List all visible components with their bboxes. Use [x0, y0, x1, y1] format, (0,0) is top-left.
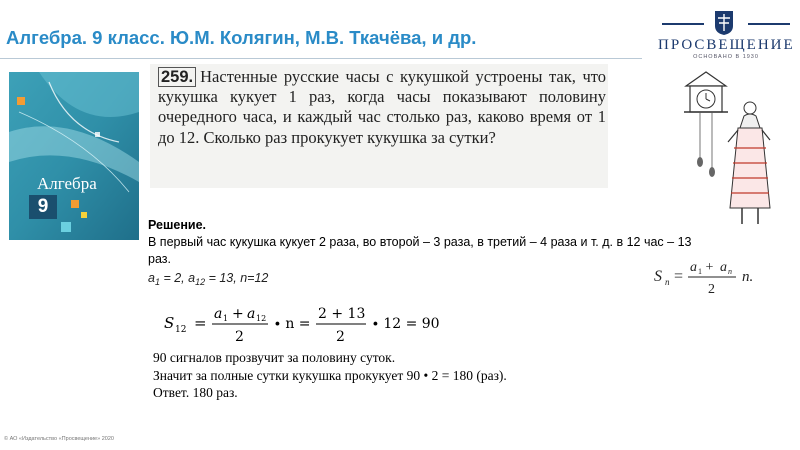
problem-text-block	[158, 67, 606, 148]
page-title: Алгебра. 9 класс. Ю.М. Колягин, М.В. Ткачёва, и др.	[6, 27, 477, 48]
problem-text: Настенные русские часы с кукушкой устроены так, что кукушка кукует 1 раз, когда часы показывают половину очередного часа, и каждый час столько раз, каково время от 1 до 12. Сколько раз прокукует кукушка за сутки?	[158, 67, 606, 147]
svg-text:n: n	[728, 267, 732, 276]
svg-text:=: =	[674, 268, 684, 285]
copyright-note: © АО «Издательство «Просвещение» 2020	[4, 436, 114, 442]
svg-text:+: +	[702, 260, 717, 275]
svg-text:1: 1	[223, 314, 229, 323]
solution-title: Решение.	[148, 218, 207, 232]
book-cover	[9, 72, 139, 240]
publisher-name: ПРОСВЕЩЕНИЕ	[658, 37, 795, 53]
book-grade-badge: 9	[29, 195, 57, 219]
svg-text:S: S	[164, 314, 175, 332]
svg-text:∙ 12 = 90: ∙ 12 = 90	[372, 316, 440, 332]
svg-text:2 + 13: 2 + 13	[318, 306, 366, 322]
solution-text: В первый час кукушка кукует 2 раза, во второй – 3 раза, в третий – 4 раза и т. д. в 12 час – 13 раз.	[148, 235, 692, 266]
given-values: $a_1 = 2$, $a_{12} = 13$, n=12	[148, 271, 269, 287]
answer-block	[153, 349, 507, 402]
answer-line: Ответ. 180 раз.	[153, 385, 238, 400]
cuckoo-clock-illustration	[676, 68, 778, 228]
svg-text:1: 1	[698, 267, 702, 276]
svg-text:n.: n.	[742, 269, 754, 285]
header-divider	[0, 58, 642, 59]
svg-text:∙ n =: ∙ n =	[274, 316, 311, 332]
svg-text:2: 2	[336, 329, 345, 345]
svg-text:a: a	[690, 260, 697, 275]
svg-text:12: 12	[175, 325, 187, 335]
svg-text:a: a	[247, 306, 256, 322]
svg-text:+: +	[232, 306, 244, 322]
svg-text:2: 2	[235, 329, 244, 345]
problem-box	[150, 64, 608, 188]
logo-line-left	[662, 23, 704, 25]
publisher-logo	[658, 8, 794, 60]
svg-text:n: n	[665, 277, 670, 287]
svg-text:a: a	[720, 260, 727, 275]
answer-line: 90 сигналов прозвучит за половину суток.	[153, 350, 396, 365]
publisher-emblem-icon	[714, 10, 734, 36]
svg-text:a: a	[214, 306, 223, 322]
svg-text:12: 12	[256, 314, 267, 323]
answer-line: Значит за полные сутки кукушка прокукует 90 • 2 = 180 (раз).	[153, 367, 507, 383]
book-cover-title: Алгебра	[37, 174, 97, 193]
publisher-since: ОСНОВАНО В 1930	[693, 54, 759, 60]
logo-line-right	[748, 23, 790, 25]
svg-text:=: =	[194, 314, 207, 332]
svg-text:2: 2	[708, 282, 715, 297]
problem-number: 259.	[158, 67, 196, 87]
sum-formula	[652, 255, 780, 297]
main-formula	[160, 300, 460, 348]
svg-text:S: S	[654, 268, 662, 285]
